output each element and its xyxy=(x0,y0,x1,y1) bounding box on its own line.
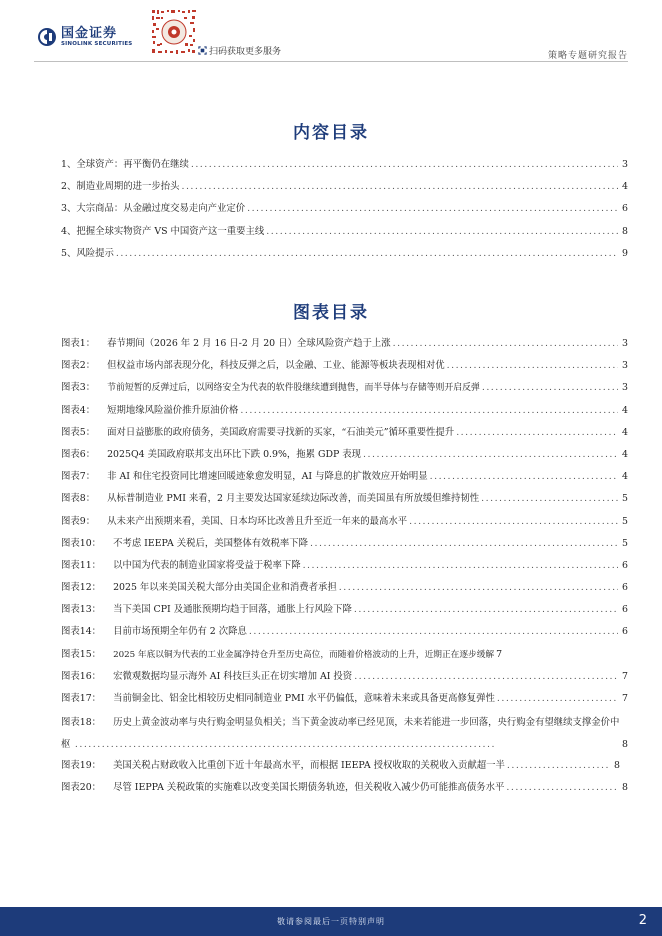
dot-leader xyxy=(430,471,618,484)
figure-page: 3 xyxy=(622,382,628,394)
figure-text: 2025 年底以铜为代表的工业金属净持仓升至历史高位，而随着价格波动的上升，近期正在逐步缓解 xyxy=(113,649,495,660)
figure-page: 4 xyxy=(622,404,628,416)
figure-text: 春节期间（2026 年 2 月 16 日-2 月 20 日）全球风险资产趋于上涨 xyxy=(107,338,391,349)
logo-chinese-name: 国金证券 xyxy=(61,26,118,41)
dot-leader xyxy=(240,405,618,418)
dot-leader xyxy=(181,181,618,194)
header-divider xyxy=(34,61,628,62)
contents-item-text: 5、风险提示 xyxy=(61,247,114,259)
figure-text: 2025Q4 美国政府联邦支出环比下跌 0.9%，拖累 GDP 表现 xyxy=(107,448,362,460)
figure-item[interactable] xyxy=(61,646,628,668)
company-logo xyxy=(37,27,132,48)
figure-label: 图表12： xyxy=(61,582,102,594)
contents-item[interactable] xyxy=(61,200,628,222)
figure-page: 8 xyxy=(622,781,628,793)
figure-page: 5 xyxy=(622,493,628,505)
dot-leader xyxy=(507,760,610,773)
figure-page: 4 xyxy=(622,471,628,483)
contents-item-text: 4、把握全球实物资产 VS 中国资产这一重要主线 xyxy=(61,225,265,237)
figure-page: 7 xyxy=(622,670,628,682)
figure-label: 图表17： xyxy=(61,693,102,704)
page-header xyxy=(0,0,662,62)
dot-leader: .............................................................................................. xyxy=(70,739,496,751)
figure-page: 6 xyxy=(622,604,628,616)
figure-label: 图表18： xyxy=(61,717,102,729)
dot-leader xyxy=(116,248,618,261)
figure-item[interactable] xyxy=(61,579,628,601)
figure-item[interactable] xyxy=(61,357,628,379)
figure-page: 5 xyxy=(622,515,628,527)
figure-item[interactable] xyxy=(61,557,628,579)
figure-label: 图表1： xyxy=(61,338,96,349)
dot-leader xyxy=(482,382,618,395)
figure-page: 8 xyxy=(622,739,628,751)
figure-page: 7 xyxy=(622,693,628,704)
figure-label: 图表3： xyxy=(61,382,96,394)
figure-item[interactable] xyxy=(61,712,628,756)
figure-text: 2025 年以来美国关税大部分由美国企业和消费者承担 xyxy=(113,582,337,594)
figure-text: 历史上黄金波动率与央行购金明显负相关；当下黄金波动率已经见顶，未来若能进一步回落，央行购金有望继续支撑金价中枢 xyxy=(61,717,620,751)
figures-title: 图表目录 xyxy=(293,303,369,323)
figure-label: 图表6： xyxy=(61,448,96,460)
figure-page: 4 xyxy=(622,448,628,460)
dot-leader xyxy=(506,782,618,795)
figure-page: 7 xyxy=(496,648,503,660)
contents-item-text: 3、大宗商品：从金融过度交易走向产业定价 xyxy=(61,203,246,215)
contents-title: 内容目录 xyxy=(293,123,369,143)
figure-page: 6 xyxy=(622,559,628,571)
logo-english-name: SINOLINK SECURITIES xyxy=(61,41,133,47)
figure-item[interactable] xyxy=(61,668,628,690)
contents-item-text: 1、全球资产：再平衡仍在继续 xyxy=(61,159,189,170)
contents-item-page: 4 xyxy=(622,181,628,193)
dot-leader xyxy=(191,159,618,172)
contents-item[interactable] xyxy=(61,178,628,200)
figure-text: 以中国为代表的制造业国家将受益于税率下降 xyxy=(113,559,301,571)
figure-label: 图表16： xyxy=(61,670,102,682)
contents-item-page: 8 xyxy=(622,225,628,237)
contents-item[interactable] xyxy=(61,245,628,267)
page-number: 2 xyxy=(638,913,647,928)
figure-item[interactable] xyxy=(61,601,628,623)
figure-page: 6 xyxy=(622,626,628,638)
dot-leader xyxy=(247,203,618,216)
figure-text: 但权益市场内部表现分化，科技反弹之后，以金融、工业、能源等板块表现相对优 xyxy=(107,360,445,372)
figure-page: 5 xyxy=(622,537,628,549)
dot-leader xyxy=(249,626,618,639)
figure-text: 宏微观数据均显示海外 AI 科技巨头正在切实增加 AI 投资 xyxy=(113,670,353,682)
figure-text: 当前铜金比、铝金比相较历史相同制造业 PMI 水平仍偏低，意味着未来或具备更高修复弹性 xyxy=(113,693,495,704)
figure-label: 图表10： xyxy=(61,537,102,549)
figure-item[interactable] xyxy=(61,490,628,512)
figure-text: 尽管 IEPPA 关税政策的实施难以改变美国长期债务轨迹，但关税收入减少仍可能推高债务水平 xyxy=(113,781,505,793)
figure-label: 图表13： xyxy=(61,604,102,616)
figure-item[interactable] xyxy=(61,379,628,401)
figure-text: 节前短暂的反弹过后，以网络安全为代表的软件股继续遭到抛售，而半导体与存储等则开启反弹 xyxy=(107,383,480,394)
qr-caption-text: 扫码获取更多服务 xyxy=(209,47,282,57)
figure-label: 图表7： xyxy=(61,471,96,483)
figure-label: 图表2： xyxy=(61,360,96,372)
contents-item-page: 9 xyxy=(622,247,628,259)
dot-leader xyxy=(409,516,618,529)
dot-leader xyxy=(363,449,618,462)
figure-label: 图表19： xyxy=(61,759,102,771)
figure-text: 目前市场预期全年仍有 2 次降息 xyxy=(113,626,247,638)
figure-text: 当下美国 CPI 及通胀预期均趋于回落，通胀上行风险下降 xyxy=(113,604,352,616)
dot-leader xyxy=(354,604,618,617)
figure-page: 8 xyxy=(614,759,620,771)
figure-page: 4 xyxy=(622,426,628,438)
figure-page: 3 xyxy=(622,338,628,349)
figure-text: 美国关税占财政收入比重创下近十年最高水平，而根据 IEEPA 授权收取的关税收入贡献超一半 xyxy=(113,759,505,771)
figure-item[interactable] xyxy=(61,424,628,446)
figure-item[interactable] xyxy=(61,446,628,468)
contents-list xyxy=(61,156,628,267)
figure-page: 6 xyxy=(622,582,628,594)
figure-item[interactable] xyxy=(61,690,628,712)
figure-item[interactable] xyxy=(61,402,628,424)
figure-item[interactable] xyxy=(61,535,628,557)
dot-leader xyxy=(354,671,618,684)
report-type: 策略专题研究报告 xyxy=(547,51,628,61)
dot-leader xyxy=(447,360,618,373)
figure-item[interactable] xyxy=(61,335,628,357)
figure-item[interactable] xyxy=(61,513,628,535)
figure-label: 图表5： xyxy=(61,426,96,438)
dot-leader xyxy=(393,338,618,351)
figure-label: 图表15： xyxy=(61,648,102,660)
figure-text: 非 AI 和住宅投资同比增速回暖迹象愈发明显，AI 与降息的扩散效应开始明显 xyxy=(107,471,428,483)
contents-item[interactable] xyxy=(61,223,628,245)
scan-icon xyxy=(198,46,207,55)
sinolink-logo-icon xyxy=(37,27,57,47)
dot-leader xyxy=(497,693,618,706)
figure-label: 图表11： xyxy=(61,559,102,571)
figure-text: 短期地缘风险溢价推升原油价格 xyxy=(107,404,239,416)
figure-item[interactable] xyxy=(61,779,628,801)
page-footer xyxy=(0,907,662,936)
figure-label: 图表14： xyxy=(61,626,102,638)
contents-item-page: 6 xyxy=(622,203,628,215)
dot-leader xyxy=(303,560,618,573)
figure-label: 图表8： xyxy=(61,493,96,505)
figure-text: 面对日益膨胀的政府债务，美国政府需要寻找新的买家，“石油美元”循环重要性提升 xyxy=(107,426,455,438)
figure-label: 图表9： xyxy=(61,515,96,527)
dot-leader xyxy=(481,493,618,506)
figure-item[interactable] xyxy=(61,468,628,490)
figure-item[interactable] xyxy=(61,623,628,645)
contents-item-text: 2、制造业周期的进一步抬头 xyxy=(61,181,180,193)
figure-text: 从未来产出预期来看，美国、日本均环比改善且升至近一年来的最高水平 xyxy=(107,515,408,527)
contents-item[interactable] xyxy=(61,156,628,178)
dot-leader xyxy=(310,538,618,551)
contents-item-page: 3 xyxy=(622,159,628,170)
figure-page: 3 xyxy=(622,360,628,372)
figure-text: 不考虑 IEEPA 关税后，美国整体有效税率下降 xyxy=(113,537,309,549)
figures-list xyxy=(61,335,628,801)
dot-leader xyxy=(456,427,618,440)
figure-item[interactable] xyxy=(61,757,620,779)
qr-code-icon xyxy=(150,8,198,56)
dot-leader xyxy=(339,582,618,595)
figure-label: 图表4： xyxy=(61,404,96,416)
figure-text: 从标普制造业 PMI 来看，2 月主要发达国家延续边际改善，而美国虽有所放缓但维持韧性 xyxy=(107,493,480,505)
figure-label: 图表20： xyxy=(61,781,102,793)
dot-leader xyxy=(266,226,618,239)
disclaimer-notice: 敬请参阅最后一页特别声明 xyxy=(277,917,385,926)
qr-caption xyxy=(198,44,281,57)
